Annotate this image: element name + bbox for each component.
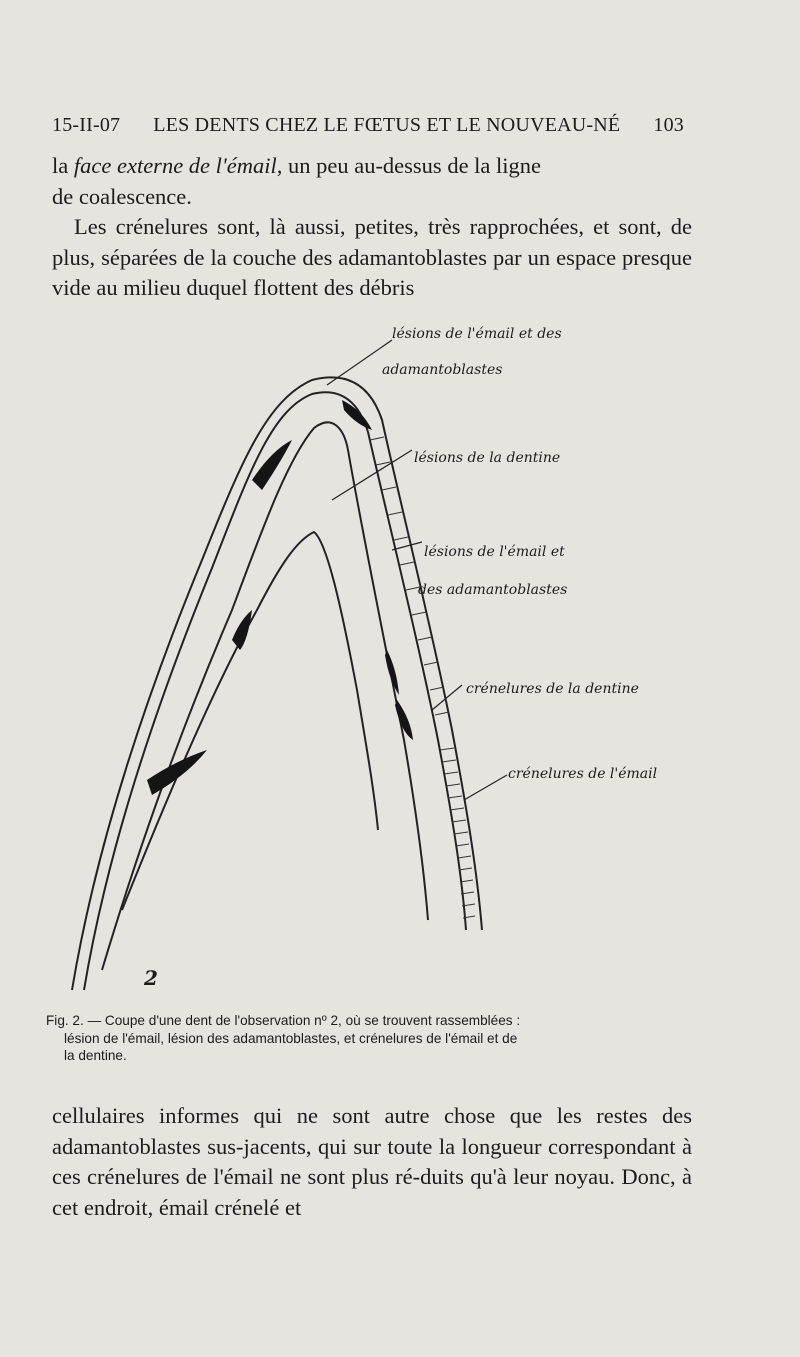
leader-line-2 — [332, 450, 412, 500]
lesion-patch-right — [385, 650, 399, 695]
caption-label: Fig. 2. — [46, 1013, 84, 1028]
top-text-block — [52, 151, 692, 304]
lesion-patch-left-low — [147, 750, 207, 795]
tooth-drawing — [52, 310, 712, 1010]
label-lesions-email: lésions de l'émail et — [424, 544, 565, 560]
figure-caption — [46, 1012, 682, 1065]
text-line-2: de coalescence. — [52, 183, 192, 209]
enamel-outer-outline — [72, 377, 482, 990]
figure-number-mark: 2 — [144, 966, 158, 990]
tooth-section-figure — [52, 310, 712, 1010]
caption-text-1: — Coupe d'une dent de l'observation nº 2, où se trouvent rassemblées : — [87, 1013, 521, 1028]
header-date: 15-II-07 — [52, 114, 121, 136]
enamel-inner-outline — [84, 392, 466, 990]
running-head — [52, 114, 684, 137]
upper-hatching — [370, 437, 449, 715]
label-crenelures-dentine: crénelures de la dentine — [466, 681, 639, 697]
paragraph-bottom: cellulaires informes qui ne sont autre chose que les restes des adamantoblastes sus-jacents, qui sur toute la longueur correspondant à ces crénelures de l'émail ne sont plus ré-duits qu'à leur noyau. Donc, à cet endroit, émail crénelé et — [52, 1103, 692, 1220]
header-title: LES DENTS CHEZ LE FŒTUS ET LE NOUVEAU-NÉ — [153, 114, 621, 136]
caption-text-3: la dentine. — [64, 1048, 127, 1063]
text-fragment: la — [52, 153, 74, 178]
italic-phrase: face externe de l'émail, — [73, 153, 283, 178]
label-lesions-dentine: lésions de la dentine — [414, 450, 561, 466]
caption-text-2: lésion de l'émail, lésion des adamantoblastes, et crénelures de l'émail et de — [64, 1030, 518, 1046]
label-adamantoblastes-top: adamantoblastes — [382, 362, 503, 378]
paragraph-2: Les crénelures sont, là aussi, petites, très rapprochées, et sont, de plus, séparées de la couche des adamantoblastes par un espace presque vide au milieu duquel flottent des débris — [52, 214, 692, 300]
lesion-patch-left — [232, 610, 252, 650]
lesion-patch-right-low — [395, 700, 413, 740]
text-line-1 — [52, 151, 692, 182]
label-adamantoblastes: des adamantoblastes — [418, 582, 568, 598]
leader-line-5 — [464, 775, 507, 800]
bottom-text-block — [52, 1101, 692, 1223]
lesion-patch-top — [342, 400, 372, 430]
label-lesions-email-top: lésions de l'émail et des — [392, 326, 562, 342]
leader-line-3 — [392, 542, 422, 550]
header-page-number: 103 — [653, 114, 684, 136]
lesion-patch-apex — [252, 440, 292, 490]
pulp-outline — [122, 532, 378, 910]
label-crenelures-email: crénelures de l'émail — [508, 766, 658, 782]
text-fragment: un peu au-dessus de la ligne — [282, 153, 542, 178]
